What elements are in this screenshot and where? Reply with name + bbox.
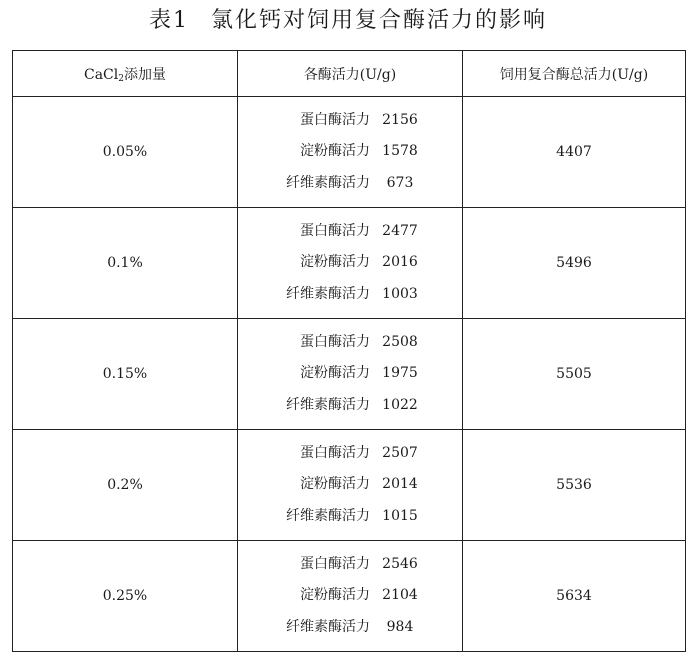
enzyme-line	[238, 358, 462, 390]
enzyme-name: 淀粉酶活力	[300, 587, 370, 604]
enzyme-activity-table	[12, 50, 686, 652]
table-title: 氯化钙对饲用复合酶活力的影响	[210, 8, 547, 33]
enzyme-value: 2016	[382, 254, 418, 271]
enzyme-name: 蛋白酶活力	[300, 111, 370, 128]
header-total-activity: 饲用复合酶总活力(U/g)	[463, 51, 686, 97]
enzyme-value: 1003	[382, 285, 418, 302]
enzyme-cell	[238, 208, 463, 319]
enzyme-value: 2546	[382, 555, 418, 572]
total-cell: 5634	[463, 541, 686, 652]
enzyme-value: 2014	[382, 476, 418, 493]
enzyme-name: 纤维素酶活力	[286, 174, 370, 191]
enzyme-value: 2156	[382, 111, 418, 128]
enzyme-line	[238, 216, 462, 248]
enzyme-line	[238, 136, 462, 168]
table-row	[13, 541, 686, 652]
header-row	[13, 51, 686, 97]
enzyme-value: 1578	[382, 143, 418, 160]
enzyme-name: 淀粉酶活力	[300, 143, 370, 160]
enzyme-name: 淀粉酶活力	[300, 476, 370, 493]
enzyme-line	[238, 501, 462, 533]
enzyme-value: 2477	[382, 222, 418, 239]
enzyme-cell	[238, 97, 463, 208]
enzyme-name: 蛋白酶活力	[300, 333, 370, 350]
enzyme-name: 纤维素酶活力	[286, 507, 370, 524]
table-row	[13, 97, 686, 208]
enzyme-line	[238, 549, 462, 581]
enzyme-cell	[238, 430, 463, 541]
enzyme-line	[238, 390, 462, 422]
enzyme-line	[238, 168, 462, 200]
enzyme-line	[238, 105, 462, 137]
enzyme-line	[238, 580, 462, 612]
table-number: 表1	[148, 8, 189, 33]
enzyme-line	[238, 279, 462, 311]
header-enzyme-activity: 各酶活力(U/g)	[238, 51, 463, 97]
enzyme-name: 蛋白酶活力	[300, 555, 370, 572]
dose-cell: 0.05%	[13, 97, 238, 208]
enzyme-line	[238, 612, 462, 644]
enzyme-value: 1015	[382, 507, 418, 524]
total-cell: 5536	[463, 430, 686, 541]
enzyme-value: 673	[386, 174, 414, 191]
dose-cell: 0.2%	[13, 430, 238, 541]
enzyme-cell	[238, 319, 463, 430]
enzyme-value: 2507	[382, 444, 418, 461]
enzyme-line	[238, 469, 462, 501]
dose-cell: 0.15%	[13, 319, 238, 430]
enzyme-line	[238, 438, 462, 470]
enzyme-name: 淀粉酶活力	[300, 365, 370, 382]
total-cell: 5505	[463, 319, 686, 430]
enzyme-name: 淀粉酶活力	[300, 254, 370, 271]
enzyme-name: 纤维素酶活力	[286, 285, 370, 302]
enzyme-name: 纤维素酶活力	[286, 396, 370, 413]
enzyme-value: 2104	[382, 587, 418, 604]
enzyme-value: 2508	[382, 333, 418, 350]
enzyme-value: 1022	[382, 396, 418, 413]
total-cell: 5496	[463, 208, 686, 319]
table-row	[13, 319, 686, 430]
enzyme-name: 蛋白酶活力	[300, 222, 370, 239]
header-cacl2-dose: CaCl$_2$添加量	[13, 51, 238, 97]
table-caption	[0, 6, 696, 36]
dose-cell: 0.25%	[13, 541, 238, 652]
table-row	[13, 208, 686, 319]
enzyme-value: 1975	[382, 365, 418, 382]
total-cell: 4407	[463, 97, 686, 208]
enzyme-line	[238, 247, 462, 279]
table-row	[13, 430, 686, 541]
enzyme-line	[238, 327, 462, 359]
enzyme-cell	[238, 541, 463, 652]
dose-cell: 0.1%	[13, 208, 238, 319]
enzyme-name: 纤维素酶活力	[286, 618, 370, 635]
enzyme-value: 984	[386, 618, 414, 635]
enzyme-name: 蛋白酶活力	[300, 444, 370, 461]
